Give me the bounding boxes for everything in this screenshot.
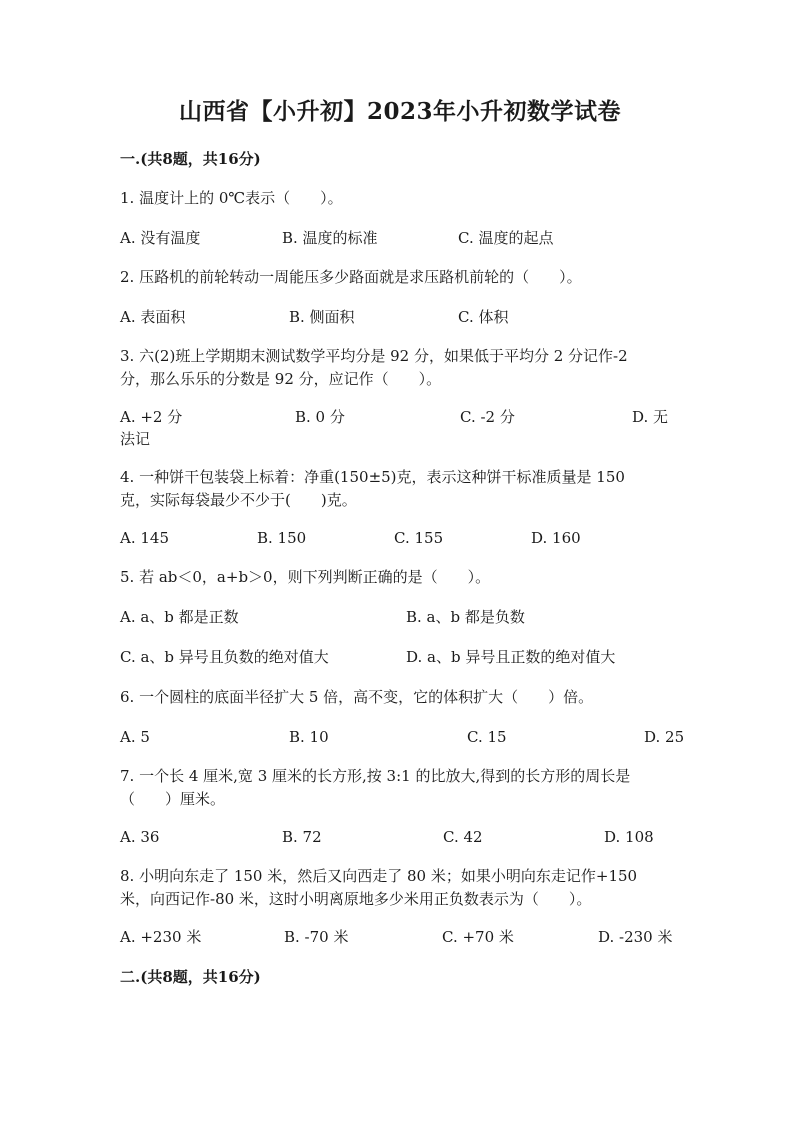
- question-4-text-line-2: 克，实际每袋最少不少于( )克。: [120, 491, 357, 509]
- question-6-option-c[interactable]: C. 15: [467, 728, 507, 746]
- question-1-option-c[interactable]: C. 温度的起点: [458, 229, 554, 247]
- question-5-option-b[interactable]: B. a、b 都是负数: [406, 608, 525, 626]
- question-3-option-a[interactable]: A. +2 分: [120, 408, 183, 426]
- question-7-option-d[interactable]: D. 108: [604, 828, 654, 846]
- question-5-option-a[interactable]: A. a、b 都是正数: [120, 608, 239, 626]
- question-6-option-a[interactable]: A. 5: [120, 728, 150, 746]
- question-6-option-b[interactable]: B. 10: [289, 728, 329, 746]
- question-7-text-line-1: 7. 一个长 4 厘米,宽 3 厘米的长方形,按 3:1 的比放大,得到的长方形的周长是: [120, 767, 631, 785]
- question-1-text: 1. 温度计上的 0℃表示（ ）。: [120, 189, 343, 207]
- question-4-option-b[interactable]: B. 150: [257, 529, 307, 547]
- question-3-text-line-2: 分，那么乐乐的分数是 92 分，应记作（ ）。: [120, 370, 442, 388]
- question-4-option-c[interactable]: C. 155: [394, 529, 444, 547]
- question-8-text-line-2: 米，向西记作-80 米，这时小明离原地多少米用正负数表示为（ ）。: [120, 890, 592, 908]
- question-1-option-a[interactable]: A. 没有温度: [120, 229, 201, 247]
- question-2-text: 2. 压路机的前轮转动一周能压多少路面就是求压路机前轮的（ ）。: [120, 268, 582, 286]
- section-1-header: 一.(共8题，共16分): [120, 150, 261, 168]
- question-5-option-d[interactable]: D. a、b 异号且正数的绝对值大: [406, 648, 616, 666]
- question-7-option-a[interactable]: A. 36: [120, 828, 160, 846]
- question-7-option-c[interactable]: C. 42: [443, 828, 483, 846]
- question-4-option-d[interactable]: D. 160: [531, 529, 581, 547]
- question-3-option-d[interactable]: D. 无: [632, 408, 669, 426]
- question-7-text-line-2: （ ）厘米。: [120, 790, 226, 808]
- question-4-option-a[interactable]: A. 145: [120, 529, 169, 547]
- question-8-option-d[interactable]: D. -230 米: [598, 928, 673, 946]
- question-5-option-c[interactable]: C. a、b 异号且负数的绝对值大: [120, 648, 329, 666]
- section-2-header: 二.(共8题，共16分): [120, 968, 261, 986]
- question-6-text: 6. 一个圆柱的底面半径扩大 5 倍，高不变，它的体积扩大（ ）倍。: [120, 688, 594, 706]
- question-6-option-d[interactable]: D. 25: [644, 728, 685, 746]
- question-8-option-b[interactable]: B. -70 米: [284, 928, 349, 946]
- question-2-option-b[interactable]: B. 侧面积: [289, 308, 355, 326]
- question-7-option-b[interactable]: B. 72: [282, 828, 322, 846]
- question-8-text-line-1: 8. 小明向东走了 150 米，然后又向西走了 80 米；如果小明向东走记作+150: [120, 867, 638, 885]
- question-8-option-c[interactable]: C. +70 米: [442, 928, 514, 946]
- question-1-option-b[interactable]: B. 温度的标准: [282, 229, 378, 247]
- question-2-option-a[interactable]: A. 表面积: [120, 308, 186, 326]
- question-3-option-c[interactable]: C. -2 分: [460, 408, 515, 426]
- question-3-text-line-1: 3. 六(2)班上学期期末测试数学平均分是 92 分，如果低于平均分 2 分记作-2: [120, 347, 628, 365]
- question-4-text-line-1: 4. 一种饼干包装袋上标着：净重(150±5)克，表示这种饼干标准质量是 150: [120, 468, 625, 486]
- question-3-option-d-continued[interactable]: 法记: [120, 430, 151, 448]
- question-8-option-a[interactable]: A. +230 米: [120, 928, 202, 946]
- question-3-option-b[interactable]: B. 0 分: [295, 408, 345, 426]
- question-2-option-c[interactable]: C. 体积: [458, 308, 509, 326]
- page-title: 山西省【小升初】2023年小升初数学试卷: [178, 98, 621, 125]
- question-5-text: 5. 若 ab＜0，a+b＞0，则下列判断正确的是（ ）。: [120, 568, 491, 586]
